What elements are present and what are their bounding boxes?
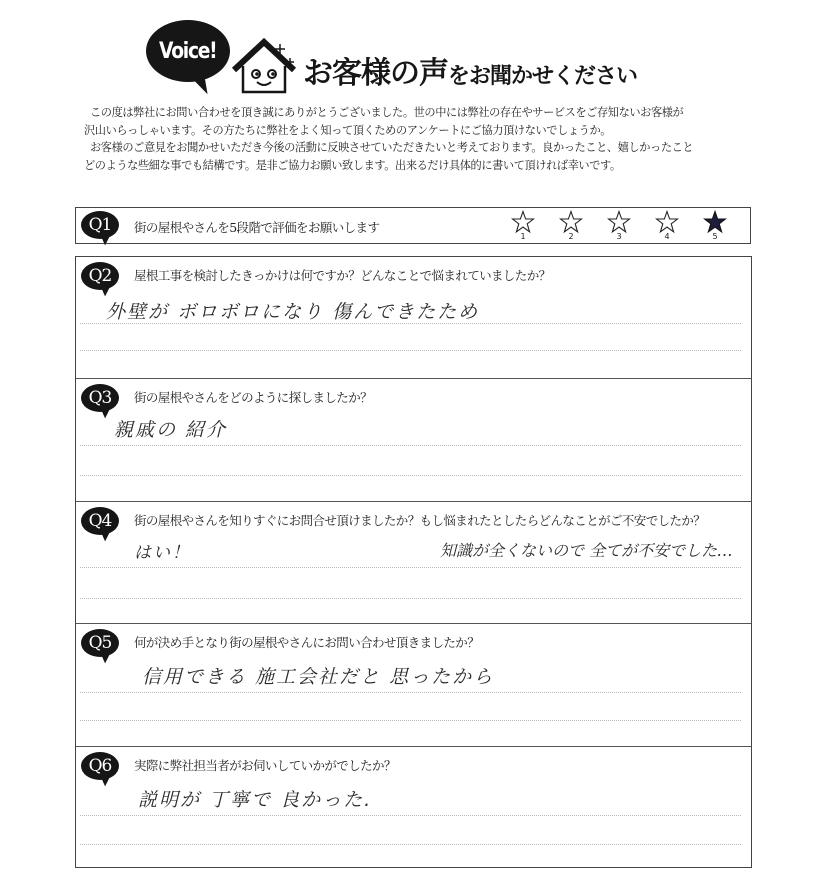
voice-badge-text: Voice! — [159, 38, 217, 64]
star-rating[interactable] — [511, 210, 727, 242]
star-2[interactable] — [559, 210, 583, 242]
title-sub: をお聞かせください — [448, 64, 638, 89]
handwritten-answer[interactable]: はい！ — [134, 543, 191, 563]
answer-line — [80, 323, 741, 324]
star-4[interactable] — [655, 210, 679, 242]
question-text: 屋根工事を検討したきっかけは何ですか？どんなことで悩まれていましたか？ — [134, 268, 551, 283]
star-number: 1 — [520, 232, 526, 241]
voice-speech-bubble — [146, 20, 230, 82]
star-3[interactable] — [607, 210, 631, 242]
handwritten-answer[interactable]: 説明が 丁寧で 良かった. — [138, 789, 373, 811]
star-number: 5 — [712, 232, 718, 241]
question-badge: Q1 — [81, 211, 119, 239]
intro-line: この度は弊社にお問い合わせを頂き誠にありがとうございました。世の中には弊社の存在やサービスをご存知ないお客様が — [90, 106, 684, 119]
title-main: お客様の声 — [303, 56, 448, 91]
question-badge: Q5 — [81, 629, 119, 657]
handwritten-answer[interactable]: 知識が全くないので 全てが不安でした… — [440, 541, 734, 560]
question-text: 実際に弊社担当者がお伺いしていかがでしたか？ — [134, 758, 396, 773]
question-badge: Q4 — [81, 507, 119, 535]
question-badge: Q3 — [81, 384, 119, 412]
answer-line — [80, 815, 741, 816]
answer-line — [80, 598, 741, 599]
questions-panel — [75, 256, 752, 868]
star-5-selected[interactable] — [703, 210, 727, 242]
question-badge: Q6 — [81, 752, 119, 780]
answer-line — [80, 720, 741, 721]
survey-header — [140, 6, 700, 98]
intro-text — [84, 104, 764, 174]
question-text: 街の屋根やさんを5段階で評価をお願いします — [134, 220, 380, 235]
question-q2 — [76, 257, 751, 378]
answer-line — [80, 567, 741, 568]
question-badge: Q2 — [81, 262, 119, 290]
star-1[interactable] — [511, 210, 535, 242]
star-outline-icon — [559, 210, 583, 234]
star-number: 3 — [616, 232, 622, 241]
answer-line — [80, 844, 741, 845]
question-q5 — [76, 623, 751, 746]
handwritten-answer[interactable]: 親戚の 紹介 — [114, 419, 228, 441]
smiling-house-icon — [230, 36, 300, 96]
intro-line: 沢山いらっしゃいます。その方たちに弊社をよく知って頂くためのアンケートにご協力頂けないでしょうか。 — [84, 123, 612, 137]
answer-line — [80, 475, 741, 476]
answer-line — [80, 445, 741, 446]
question-q6 — [76, 746, 751, 867]
question-text: 街の屋根やさんをどのように探しましたか？ — [134, 390, 373, 405]
question-text: 何が決め手となり街の屋根やさんにお問い合わせ頂きましたか？ — [134, 635, 480, 650]
star-outline-icon — [511, 210, 535, 234]
question-text: 街の屋根やさんを知りすぐにお問合せ頂けましたか？もし悩まれたとしたらどんなことがご不安でしたか？ — [134, 513, 706, 528]
intro-line: どのような些細な事でも結構です。是非ご協力お願い致します。出来るだけ具体的に書いて頂ければ幸いです。 — [84, 158, 621, 172]
star-outline-icon — [607, 210, 631, 234]
page-title — [303, 48, 637, 92]
handwritten-answer[interactable]: 外壁が ボロボロになり 傷んできたため — [106, 301, 480, 323]
question-q1 — [75, 207, 751, 244]
question-q4 — [76, 501, 751, 623]
handwritten-answer[interactable]: 信用できる 施工会社だと 思ったから — [142, 666, 495, 688]
intro-line: お客様のご意見をお聞かせいただき今後の活動に反映させていただきたいと考えております。良かったこと、嬉しかったこと — [90, 141, 694, 154]
star-outline-icon — [655, 210, 679, 234]
star-number: 4 — [664, 232, 670, 241]
answer-line — [80, 350, 741, 351]
star-filled-icon — [703, 210, 727, 234]
answer-line — [80, 692, 741, 693]
question-q3 — [76, 378, 751, 501]
star-number: 2 — [568, 232, 574, 241]
